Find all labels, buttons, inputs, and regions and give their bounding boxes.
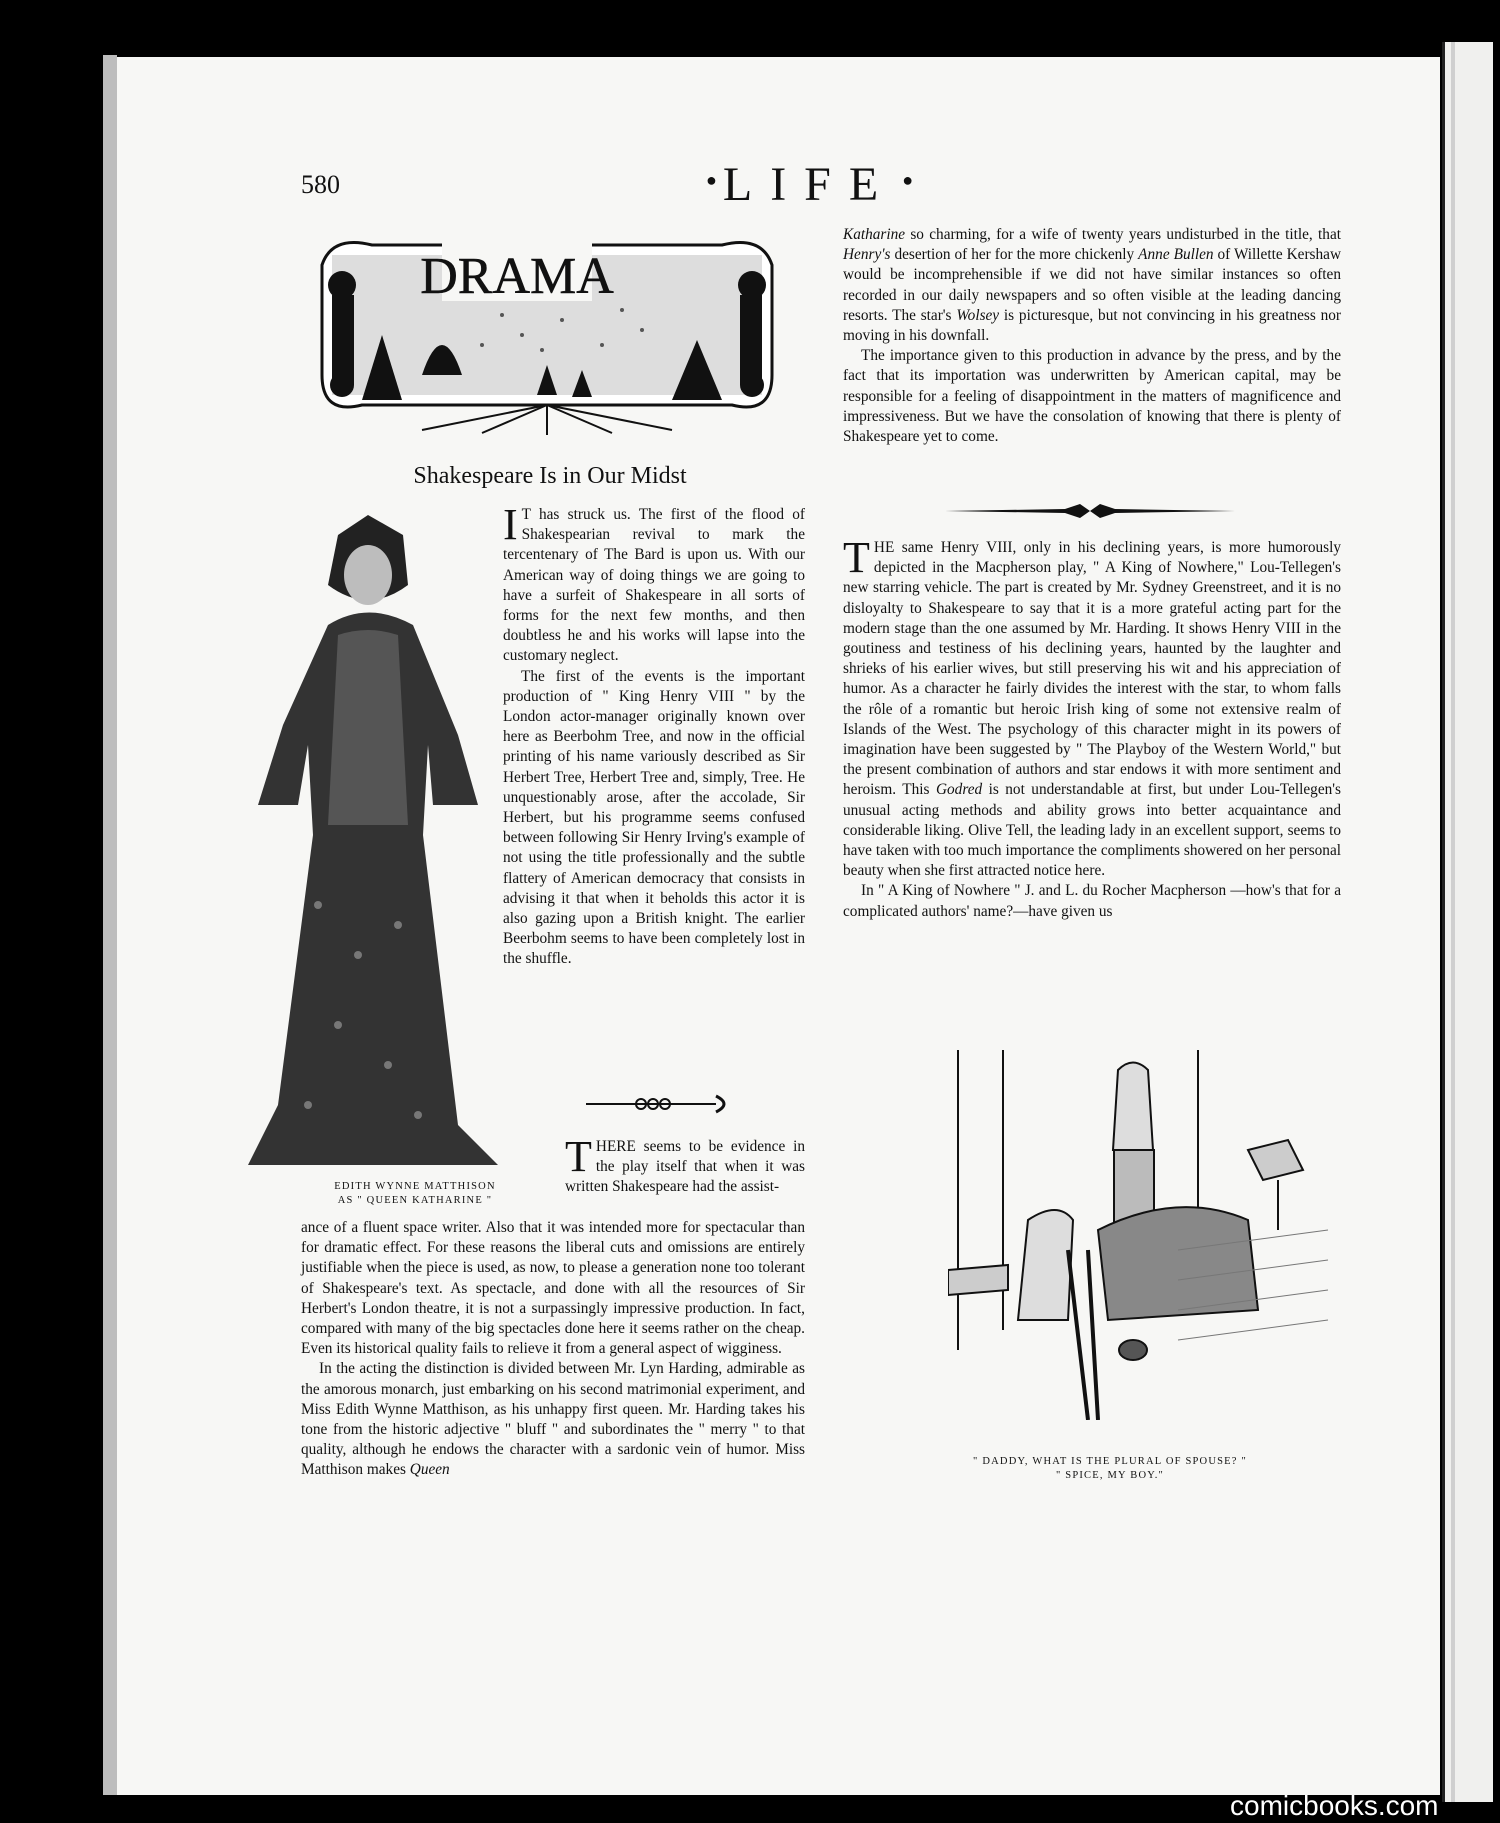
italic-text: Queen (409, 1461, 450, 1479)
page-number: 580 (301, 170, 340, 199)
paragraph (843, 533, 1341, 881)
section-divider-ornament (586, 1092, 736, 1116)
cartoon-caption (900, 1455, 1320, 1483)
drop-cap: T (565, 1132, 592, 1181)
paragraph-text: so charming, for a wife of twenty years undisturbed in the title, that (905, 226, 1341, 243)
article-right-column-top (843, 225, 1341, 447)
paragraph-text: is picturesque, but not convincing in his greatness nor moving in his downfall. (843, 306, 1341, 345)
article-right-column-bottom (843, 533, 1341, 922)
drop-cap: T (843, 533, 870, 582)
paragraph (843, 225, 1341, 346)
article-title: Shakespeare Is in Our Midst (413, 463, 687, 489)
portrait-photo (218, 500, 518, 1175)
paragraph-text: HE same Henry VIII, only in his declining years, is more humorously depicted in the Macpherson play, " A King of Nowhere," Lou-Tellegen's new starring vehicle. The part is created by Mr. Sydney Greenstreet, and it is no disloyalty to Shakespeare to say that it is a more grateful acting part for the modern stage than the one assumed by Mr. Harding. It shows Henry VIII in the goutiness and testiness of his declining years, haunted by the laughter and shrieks of his earlier wives, but still preserving his wit and his appreciation of humor. As a character he fairly divides the interest with the star, to whom falls the rôle of a romantic but heroic Irish king of some not extensive realm of Islands of the West. The psychology of this character might in its powers of imagination have been suggested by " The Playboy of the Western World," but the present combination of authors and star endows it with more sentiment and heroism. This (843, 539, 1341, 799)
paragraph (301, 1359, 805, 1480)
drama-banner-label: DRAMA (420, 248, 614, 305)
article-left-column-top (503, 500, 805, 970)
italic-text: Anne Bullen (1138, 246, 1214, 264)
paragraph: ance of a fluent space writer. Also that it was intended more for spectacular than for dramatic effect. For these reasons the liberal cuts and omissions are entirely justifiable when the piece is used, as now, to please a generation none too tolerant of Shakespeare's text. As spectacle, and done with all the resources of Sir Herbert's London theatre, it is not a surpassingly impressive production. In fact, compared with many of the big spectacles done here it seems rather on the cheap. Even its historical quality fails to relieve it from a general aspect of wigginess. (301, 1219, 805, 1358)
paragraph (565, 1132, 805, 1198)
paragraph-text: is not understandable at first, but under Lou-Tellegen's unusual acting methods and ability grows into better acquaintance and considerable liking. Olive Tell, the leading lady in an excellent support, seems to have taken with too much importance the compliments showered on her personal beauty when she first attracted notice here. (843, 781, 1341, 880)
portrait-caption (290, 1180, 540, 1208)
paragraph: The first of the events is the important production of " King Henry VIII " by the London actor-manager originally known over here as Beerbohm Tree, and now in the official printing of his name variously described as Sir Herbert Tree, Herbert Tree and, simply, Tree. He unquestionably arose, after the accolade, Sir Herbert, but his programme seems confused between following Sir Henry Irving's example of not using the title professionally and the subtle flattery of American democracy that consists in advising it that when it beholds this actor it is also gazing upon a British knight. The earlier Beerbohm seems to have been completely lost in the shuffle. (503, 667, 805, 968)
paragraph: The importance given to this production in advance by the press, and by the fact that its importation was underwritten by American capital, may be responsible for a feeling of disappointment in the matters of magnificence and impressiveness. But we have the consolation of knowing that there is plenty of Shakespeare yet to come. (843, 347, 1341, 446)
paragraph (503, 500, 805, 667)
section-divider-ornament (945, 502, 1235, 520)
source-watermark: comicbooks.com (1230, 1790, 1439, 1821)
portrait-caption-line1: EDITH WYNNE MATTHISON (334, 1181, 496, 1192)
article-left-column-mid (565, 1132, 805, 1198)
paragraph-text: of Willette Kershaw would be incomprehensible if we did not have similar instances so often recorded in our daily newspapers and so often visible at the leading dancing resorts. The star's (843, 246, 1342, 324)
article-left-column-bottom (301, 1218, 805, 1481)
drama-banner-illustration (302, 225, 792, 435)
drop-cap: I (503, 500, 518, 549)
paragraph: In " A King of Nowhere " J. and L. du Rocher Macpherson —how's that for a complicated authors' name?—have given us (843, 882, 1341, 920)
cartoon-illustration (948, 1050, 1338, 1420)
paragraph-text: HERE seems to be evidence in the play itself that when it was written Shakespeare had the assist- (565, 1138, 805, 1196)
italic-text: Godred (935, 781, 983, 799)
magazine-title-text: LIFE (722, 158, 897, 211)
italic-text: Katharine (843, 226, 906, 243)
scan-shadow (103, 55, 117, 1795)
cartoon-caption-line1: " DADDY, WHAT IS THE PLURAL OF SPOUSE? " (973, 1456, 1247, 1467)
magazine-title: ● LIFE ● (706, 158, 914, 211)
paragraph-text: T has struck us. The first of the flood of Shakespearian revival to mark the tercentenary of The Bard is upon us. With our American way of doing things we are going to have a surfeit of Shakespeare in all sorts of forms for the next few months, and then doubtless he and his works will lapse into the customary neglect. (503, 506, 805, 665)
italic-text: Wolsey (956, 306, 1000, 324)
portrait-caption-line2: AS " QUEEN KATHARINE " (337, 1195, 493, 1206)
paragraph-text: In the acting the distinction is divided between Mr. Lyn Harding, admirable as the amorous monarch, just embarking on his second matrimonial experiment, and Miss Edith Wynne Matthison, as his unhappy first queen. Mr. Harding takes his tone from the historic adjective " bluff " and subordinates the " merry " to that quality, although he endows the character with a sardonic vein of humor. Miss Matthison makes (301, 1360, 805, 1479)
cartoon-caption-line2: " SPICE, MY BOY." (1055, 1470, 1165, 1481)
adjacent-page-edge (1442, 42, 1493, 1802)
paragraph-text: desertion of her for the more chickenly (890, 246, 1139, 264)
italic-text: Henry's (843, 246, 891, 264)
